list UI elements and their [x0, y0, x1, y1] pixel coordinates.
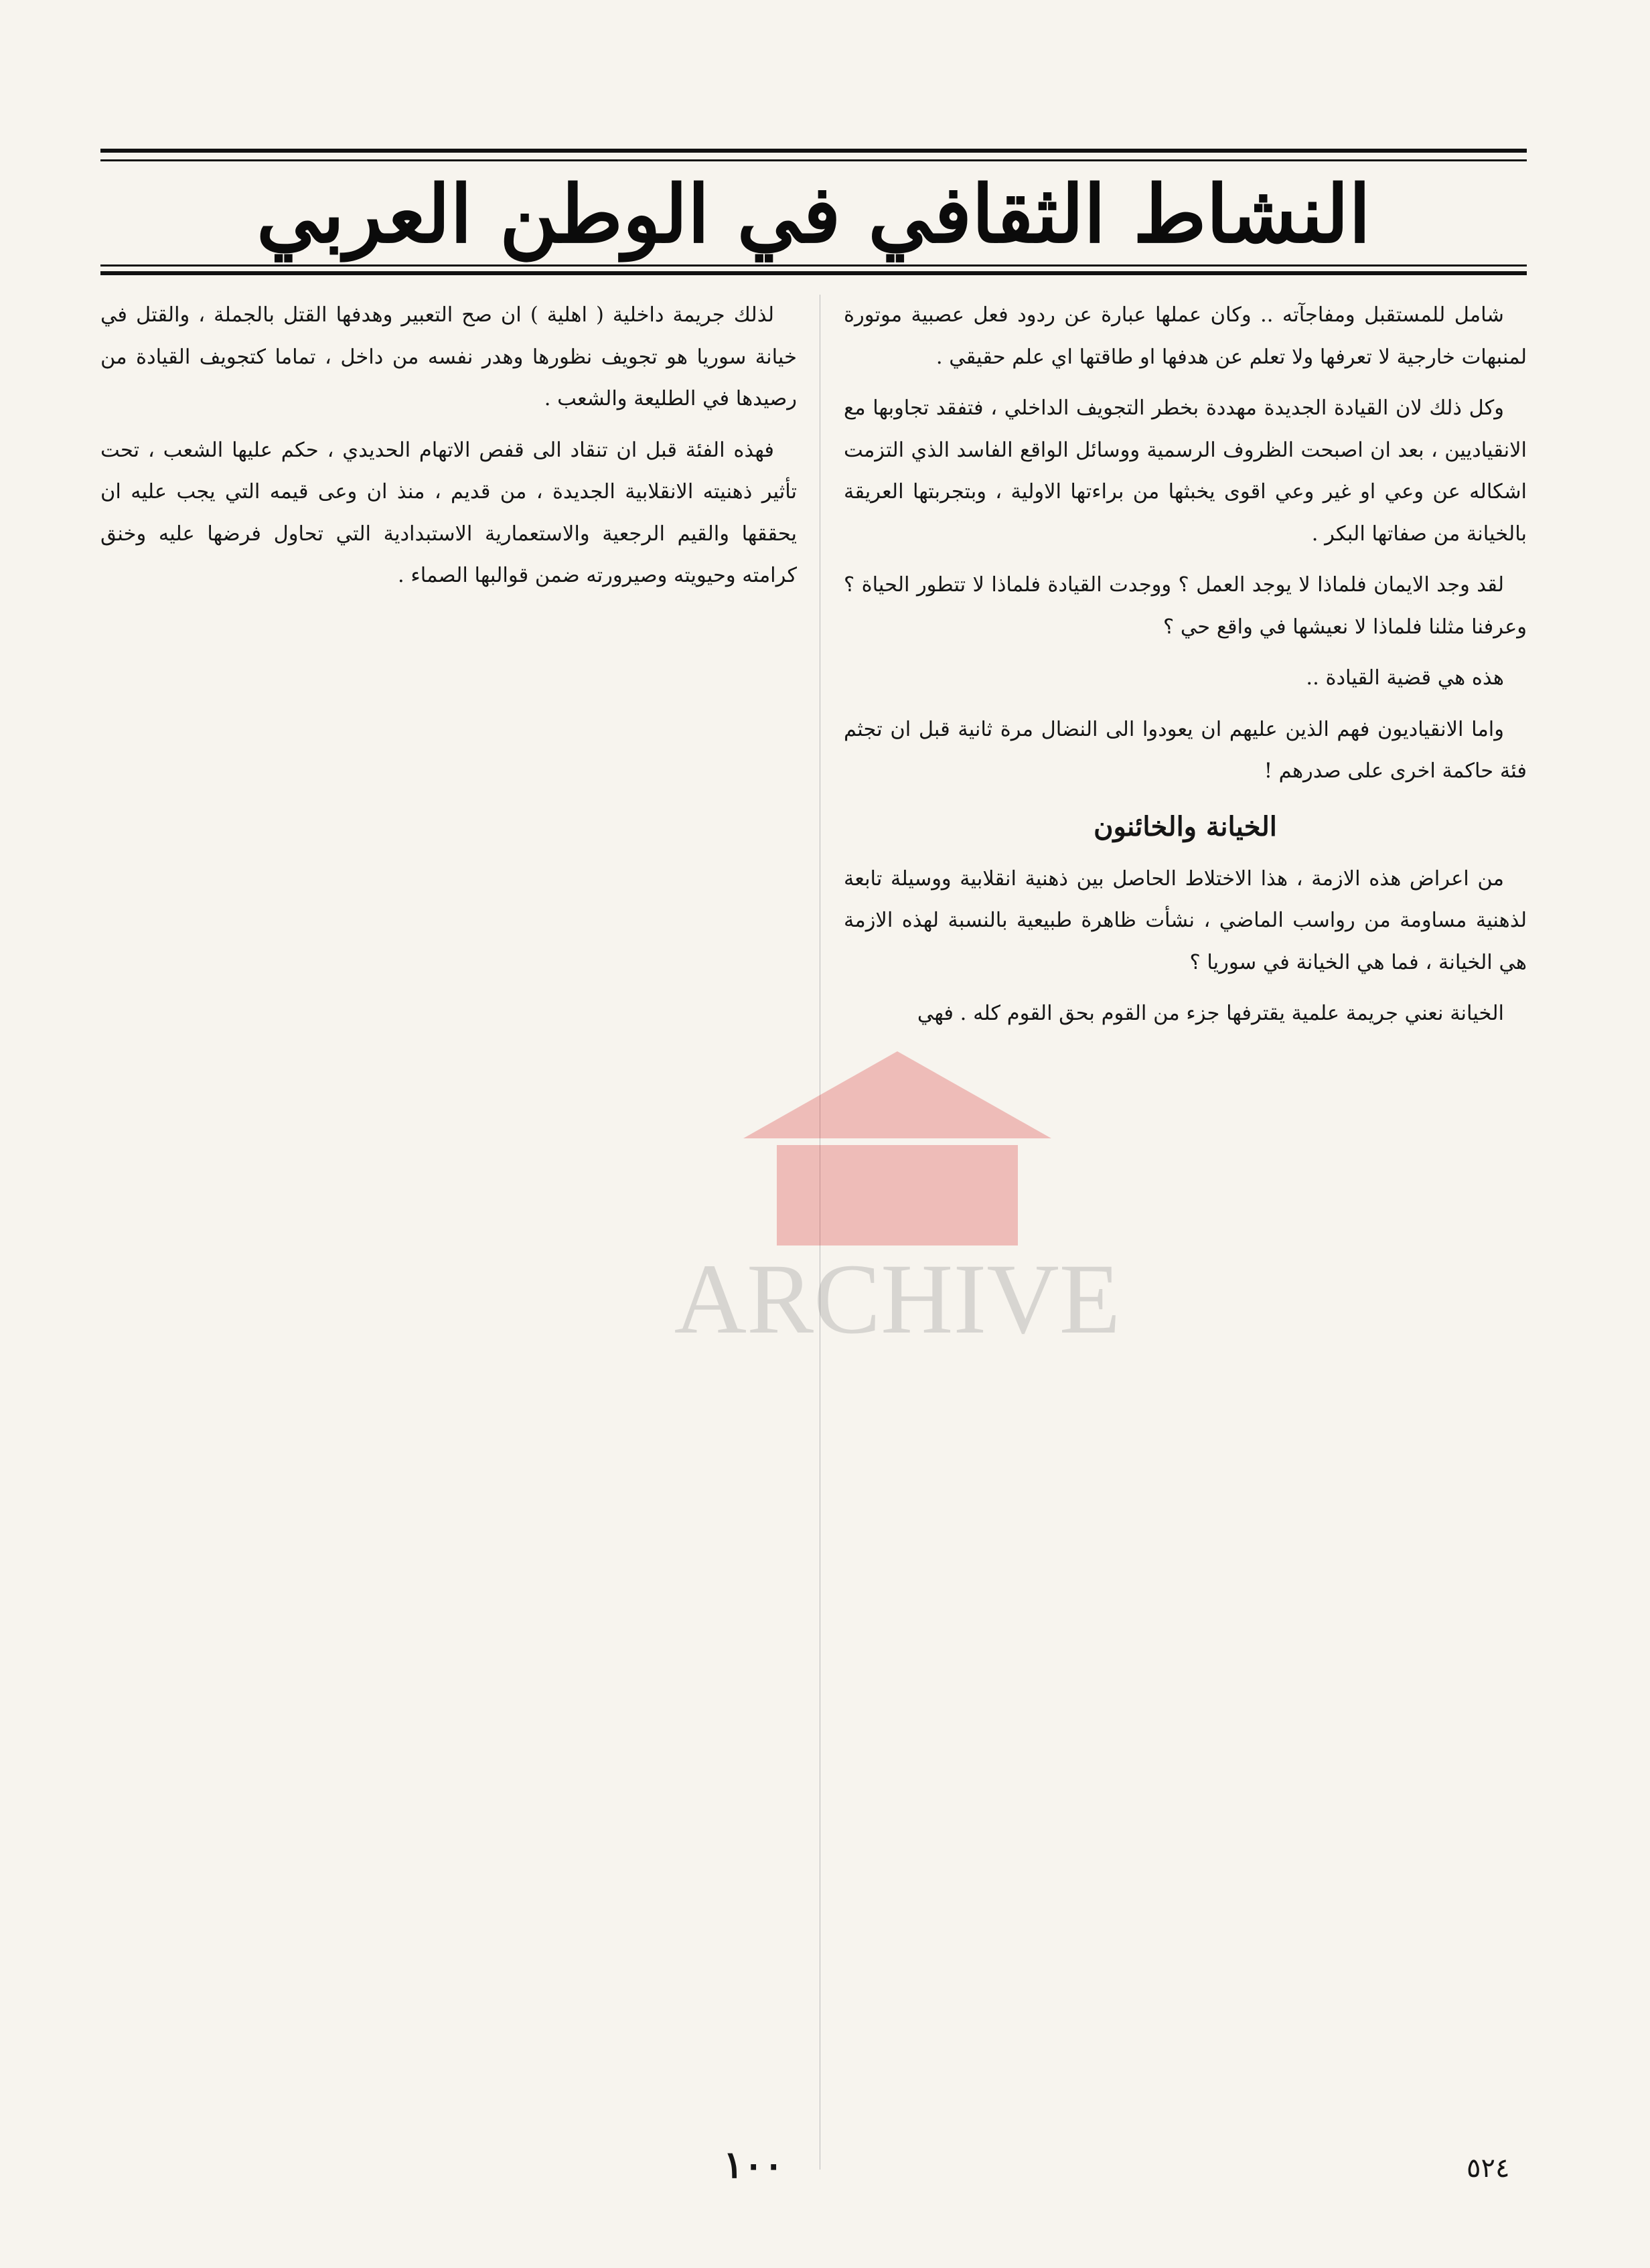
- paragraph: من اعراض هذه الازمة ، هذا الاختلاط الحاصل بين ذهنية انقلابية ووسيلة تابعة لذهنية مساومة من رواسب الماضي ، نشأت ظاهرة طبيعية بالنسبة لهذه الازمة هي الخيانة ، فما هي الخيانة في سوريا ؟: [844, 866, 1527, 974]
- page-number: ١٠٠: [723, 2143, 784, 2187]
- svg-text:ARCHIVE: ARCHIVE: [674, 1243, 1121, 1355]
- paragraph: لذلك جريمة داخلية ( اهلية ) ان صح التعبير وهدفها القتل بالجملة ، والقتل في خيانة سوريا هو تجويف نظورها وهدر نفسه من داخل ، تماما كتجويف القيادة من رصيدها في الطليعة والشعب .: [100, 303, 797, 410]
- left-column: [100, 295, 797, 607]
- paragraph: واما الانقياديون فهم الذين عليهم ان يعودوا الى النضال مرة ثانية قبل ان تجثم فئة حاكمة اخرى على صدرهم !: [844, 717, 1527, 783]
- paragraph: وكل ذلك لان القيادة الجديدة مهددة بخطر التجويف الداخلي ، فتفقد تجاوبها مع الانقياديين ، بعد ان اصبحت الظروف الرسمية ووسائل الواقع الفاسد الذي التزمت اشكاله عن وعي او غير وعي اقوى يخبثها من براءتها الاولية ، وبتجربتها العريقة بالخيانة من صفاتها البكر .: [844, 396, 1527, 546]
- title-rule-bottom-thin: [100, 264, 1527, 267]
- title-rule-top-thin: [100, 159, 1527, 161]
- paragraph: لقد وجد الايمان فلماذا لا يوجد العمل ؟ ووجدت القيادة فلماذا لا تتطور الحياة ؟ وعرفنا مثلنا فلماذا لا نعيشها في واقع حي ؟: [844, 573, 1527, 639]
- paragraph: هذه هي قضية القيادة ..: [1306, 666, 1504, 690]
- archive-watermark-logo: [462, 1038, 1333, 1413]
- paragraph: شامل للمستقبل ومفاجآته .. وكان عملها عبارة عن ردود فعل عصبية موتورة لمنبهات خارجية لا تعرفها ولا تعلم عن هدفها او طاقتها اي علم حقيقي .: [844, 303, 1527, 369]
- title-rule-bottom: [100, 271, 1527, 275]
- paragraph: فهذه الفئة قبل ان تنقاد الى قفص الاتهام الحديدي ، حكم عليها الشعب ، تحت تأثير ذهنيته الانقلابية الجديدة ، من قديم ، منذ ان وعى قيمه التي يجب عليه ان يحققها والقيم الرجعية والاستعمارية الاستبدادية التي تحاول فرضها عليه وخنق كرامته وحيويته وصيرورته ضمن قوالبها الصماء .: [100, 438, 797, 587]
- section-subheading: الخيانة والخائنون: [1094, 810, 1277, 842]
- paragraph: الخيانة نعني جريمة علمية يقترفها جزء من القوم بحق القوم كله . فهي: [917, 1002, 1504, 1025]
- page-title: النشاط الثقافي في الوطن العربي: [256, 167, 1371, 260]
- title-rule-top: [100, 149, 1527, 153]
- right-column: [844, 295, 1527, 1045]
- page-number-corner: ٥٢٤: [1467, 2153, 1510, 2184]
